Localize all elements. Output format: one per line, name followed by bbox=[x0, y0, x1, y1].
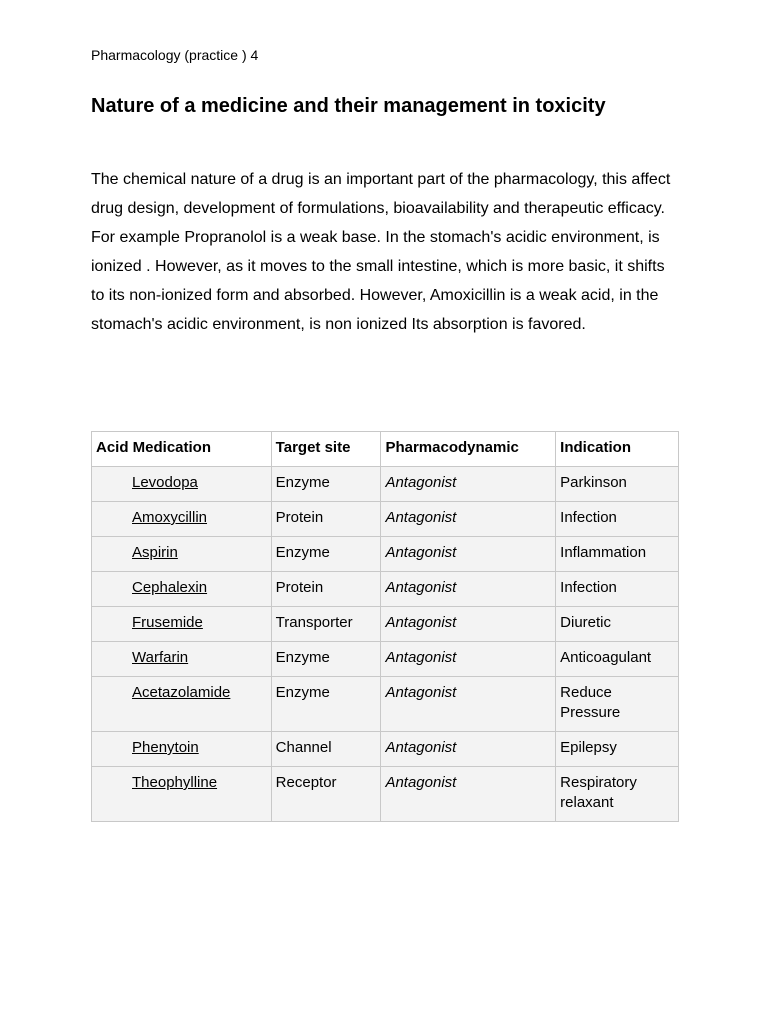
target-site-cell: Enzyme bbox=[271, 642, 381, 677]
pharmacodynamic-cell: Antagonist bbox=[381, 732, 556, 767]
target-site-cell: Enzyme bbox=[271, 677, 381, 732]
indication-cell: Anticoagulant bbox=[556, 642, 679, 677]
document-title: Nature of a medicine and their management in toxicity bbox=[91, 95, 606, 117]
medication-cell bbox=[92, 767, 272, 822]
column-header-acid-medication: Acid Medication bbox=[92, 432, 272, 467]
medication-cell bbox=[92, 572, 272, 607]
column-header-indication: Indication bbox=[556, 432, 679, 467]
medication-cell bbox=[92, 467, 272, 502]
target-site-cell: Enzyme bbox=[271, 467, 381, 502]
indication-cell: Respiratory relaxant bbox=[556, 767, 679, 822]
target-site-cell: Receptor bbox=[271, 767, 381, 822]
medication-link[interactable]: Frusemide bbox=[132, 614, 203, 631]
body-text bbox=[91, 165, 681, 339]
medication-link[interactable]: Cephalexin bbox=[132, 579, 208, 596]
pharmacodynamic-cell: Antagonist bbox=[381, 607, 556, 642]
pharmacodynamic-cell: Antagonist bbox=[381, 677, 556, 732]
pharmacodynamic-cell: Antagonist bbox=[381, 467, 556, 502]
medication-cell bbox=[92, 537, 272, 572]
target-site-cell: Transporter bbox=[271, 607, 381, 642]
medication-link[interactable]: Acetazolamide bbox=[132, 684, 231, 701]
indication-cell: Diuretic bbox=[556, 607, 679, 642]
column-header-pharmacodynamic: Pharmacodynamic bbox=[381, 432, 556, 467]
table-row bbox=[92, 467, 679, 502]
table-body bbox=[92, 467, 679, 822]
target-site-cell: Channel bbox=[271, 732, 381, 767]
table-row bbox=[92, 502, 679, 537]
table-row bbox=[92, 677, 679, 732]
target-site-cell: Enzyme bbox=[271, 537, 381, 572]
target-site-cell: Protein bbox=[271, 502, 381, 537]
pharmacodynamic-cell: Antagonist bbox=[381, 502, 556, 537]
indication-cell: Epilepsy bbox=[556, 732, 679, 767]
medication-link[interactable]: Levodopa bbox=[132, 474, 198, 491]
medication-link[interactable]: Aspirin bbox=[132, 544, 178, 561]
target-site-cell: Protein bbox=[271, 572, 381, 607]
table-row bbox=[92, 607, 679, 642]
pharmacodynamic-cell: Antagonist bbox=[381, 572, 556, 607]
indication-cell: Inflammation bbox=[556, 537, 679, 572]
medication-link[interactable]: Amoxycillin bbox=[132, 509, 208, 526]
medication-cell bbox=[92, 677, 272, 732]
medication-cell bbox=[92, 502, 272, 537]
medication-cell bbox=[92, 732, 272, 767]
table-row bbox=[92, 642, 679, 677]
medication-cell bbox=[92, 642, 272, 677]
paragraph: The chemical nature of a drug is an important part of the pharmacology, this affect drug design, development of formulations, bioavailability and therapeutic efficacy. bbox=[91, 171, 671, 217]
table-row bbox=[92, 537, 679, 572]
medication-table bbox=[91, 431, 679, 822]
medication-link[interactable]: Phenytoin bbox=[132, 739, 199, 756]
column-header-target-site: Target site bbox=[271, 432, 381, 467]
table-row bbox=[92, 767, 679, 822]
pharmacodynamic-cell: Antagonist bbox=[381, 537, 556, 572]
indication-cell: Reduce Pressure bbox=[556, 677, 679, 732]
medication-cell bbox=[92, 607, 272, 642]
indication-cell: Infection bbox=[556, 572, 679, 607]
paragraph: For example Propranolol is a weak base. In the stomach's acidic environment, is ionized . However, as it moves to the small intestine, which is more basic, it shifts to its non-ionized form and absorbed. However, Amoxicillin is a weak acid, in the stomach's acidic environment, is non ionized Its absorption is favored. bbox=[91, 229, 665, 333]
table-row bbox=[92, 572, 679, 607]
indication-cell: Parkinson bbox=[556, 467, 679, 502]
pharmacodynamic-cell: Antagonist bbox=[381, 642, 556, 677]
indication-cell: Infection bbox=[556, 502, 679, 537]
table-header-row bbox=[92, 432, 679, 467]
table-row bbox=[92, 732, 679, 767]
medication-link[interactable]: Warfarin bbox=[132, 649, 189, 666]
page-header: Pharmacology (practice ) 4 bbox=[91, 47, 259, 63]
medication-link[interactable]: Theophylline bbox=[132, 774, 218, 791]
pharmacodynamic-cell: Antagonist bbox=[381, 767, 556, 822]
